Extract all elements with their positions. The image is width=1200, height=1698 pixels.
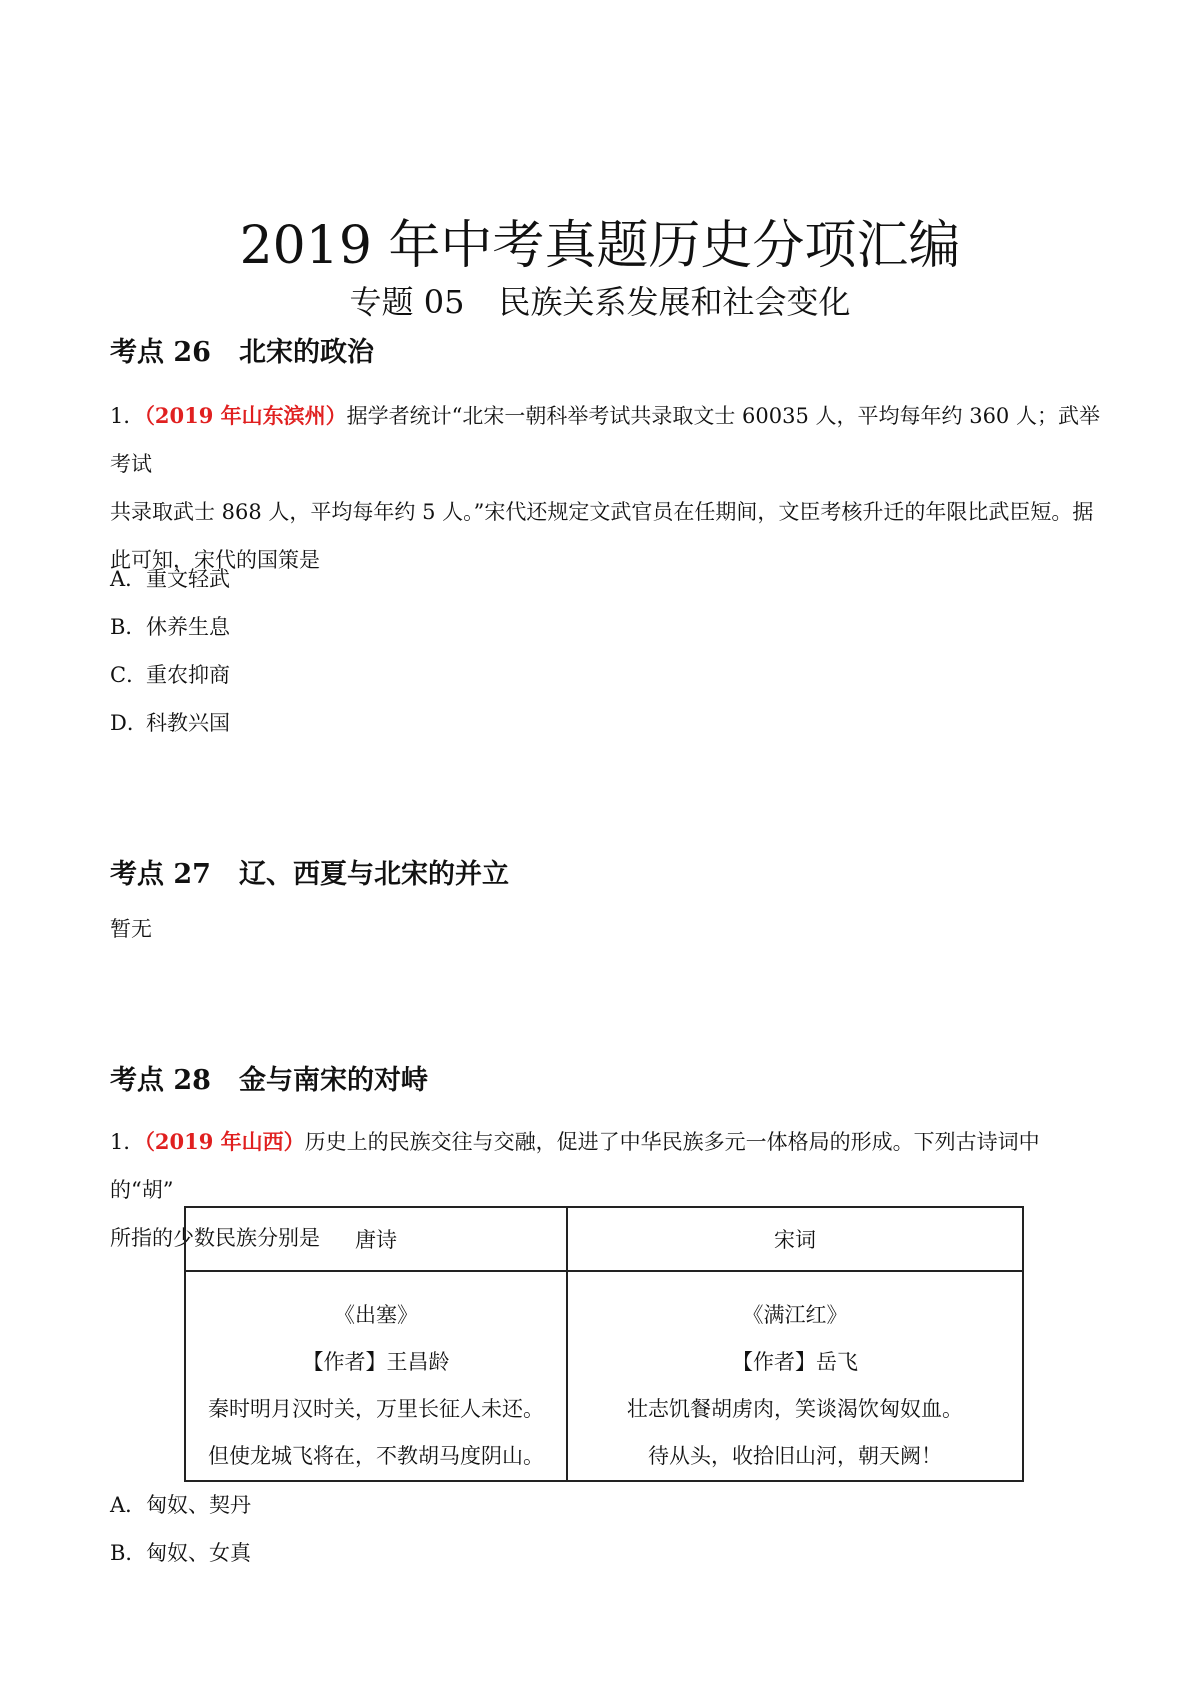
poem-title: 《满江红》 xyxy=(742,1303,848,1327)
question-text: 据学者统计“北宋一朝科举考试共录取文士 60035 人，平均每年约 360 人；武举考试 xyxy=(110,404,1100,476)
option-letter: A． xyxy=(110,567,147,591)
option-text: 休养生息 xyxy=(146,615,230,639)
option-b xyxy=(110,1538,251,1568)
poem-line: 壮志饥餐胡虏肉，笑谈渴饮匈奴血。 xyxy=(627,1397,963,1421)
question-stem xyxy=(110,392,1100,584)
poem-line: 秦时明月汉时关，万里长征人未还。 xyxy=(208,1397,544,1421)
question-line: 此可知，宋代的国策是 xyxy=(110,548,320,572)
poem-cell-tang xyxy=(185,1271,567,1481)
poem-table xyxy=(184,1206,1024,1482)
topic-number: 专题 05 xyxy=(349,283,465,321)
question-number: 1． xyxy=(110,1130,145,1154)
topic-subtitle xyxy=(0,280,1200,324)
question-source: （2019 年山东滨州） xyxy=(144,403,347,428)
poem-line: 待从头，收拾旧山河，朝天阙！ xyxy=(648,1444,942,1468)
option-c xyxy=(110,660,230,690)
section-label: 考点 27 xyxy=(110,859,211,890)
option-letter: C． xyxy=(110,663,148,687)
poem-author: 【作者】王昌龄 xyxy=(302,1350,450,1374)
topic-name: 民族关系发展和社会变化 xyxy=(498,283,851,321)
option-letter: A． xyxy=(110,1493,147,1517)
option-a xyxy=(110,1490,251,1520)
section-label: 考点 26 xyxy=(110,337,211,368)
option-text: 匈奴、契丹 xyxy=(146,1493,251,1517)
question-text: 历史上的民族交往与交融，促进了中华民族多元一体格局的形成。下列古诗词中的“胡” xyxy=(110,1130,1040,1202)
poem-title: 《出塞》 xyxy=(334,1303,418,1327)
option-letter: B． xyxy=(110,1541,147,1565)
question-line xyxy=(110,1118,1100,1214)
question-number: 1． xyxy=(110,404,145,428)
option-b xyxy=(110,612,230,642)
question-line: 所指的少数民族分别是 xyxy=(110,1226,320,1250)
table-header-row xyxy=(185,1207,1023,1271)
table-header-cell: 唐诗 xyxy=(185,1207,567,1271)
question-source: （2019 年山西） xyxy=(144,1129,305,1154)
option-d xyxy=(110,708,230,738)
table-row xyxy=(185,1271,1023,1481)
page-title: 2019 年中考真题历史分项汇编 xyxy=(239,215,961,276)
table-header-cell: 宋词 xyxy=(567,1207,1023,1271)
section-heading-28 xyxy=(110,1062,428,1100)
section-heading-27 xyxy=(110,856,509,894)
question-line: 共录取武士 868 人，平均每年约 5 人。”宋代还规定文武官员在任期间，文臣考核升迁的年限比武臣短。据 xyxy=(110,500,1094,524)
poem-author: 【作者】岳飞 xyxy=(732,1350,858,1374)
section-name: 金与南宋的对峙 xyxy=(238,1065,428,1096)
option-letter: D． xyxy=(110,711,148,735)
option-text: 重农抑商 xyxy=(146,663,230,687)
option-text: 匈奴、女真 xyxy=(146,1541,251,1565)
poem-cell-song xyxy=(567,1271,1023,1481)
section-label: 考点 28 xyxy=(110,1065,211,1096)
question-line xyxy=(110,392,1100,488)
option-letter: B． xyxy=(110,615,147,639)
section-name: 辽、西夏与北宋的并立 xyxy=(238,859,509,890)
poem-line: 但使龙城飞将在，不教胡马度阴山。 xyxy=(208,1444,544,1468)
option-text: 重文轻武 xyxy=(146,567,230,591)
option-a xyxy=(110,564,230,594)
option-text: 科教兴国 xyxy=(146,711,230,735)
section-heading-26 xyxy=(110,334,374,372)
section-name: 北宋的政治 xyxy=(238,337,374,368)
section-note: 暂无 xyxy=(110,917,152,941)
